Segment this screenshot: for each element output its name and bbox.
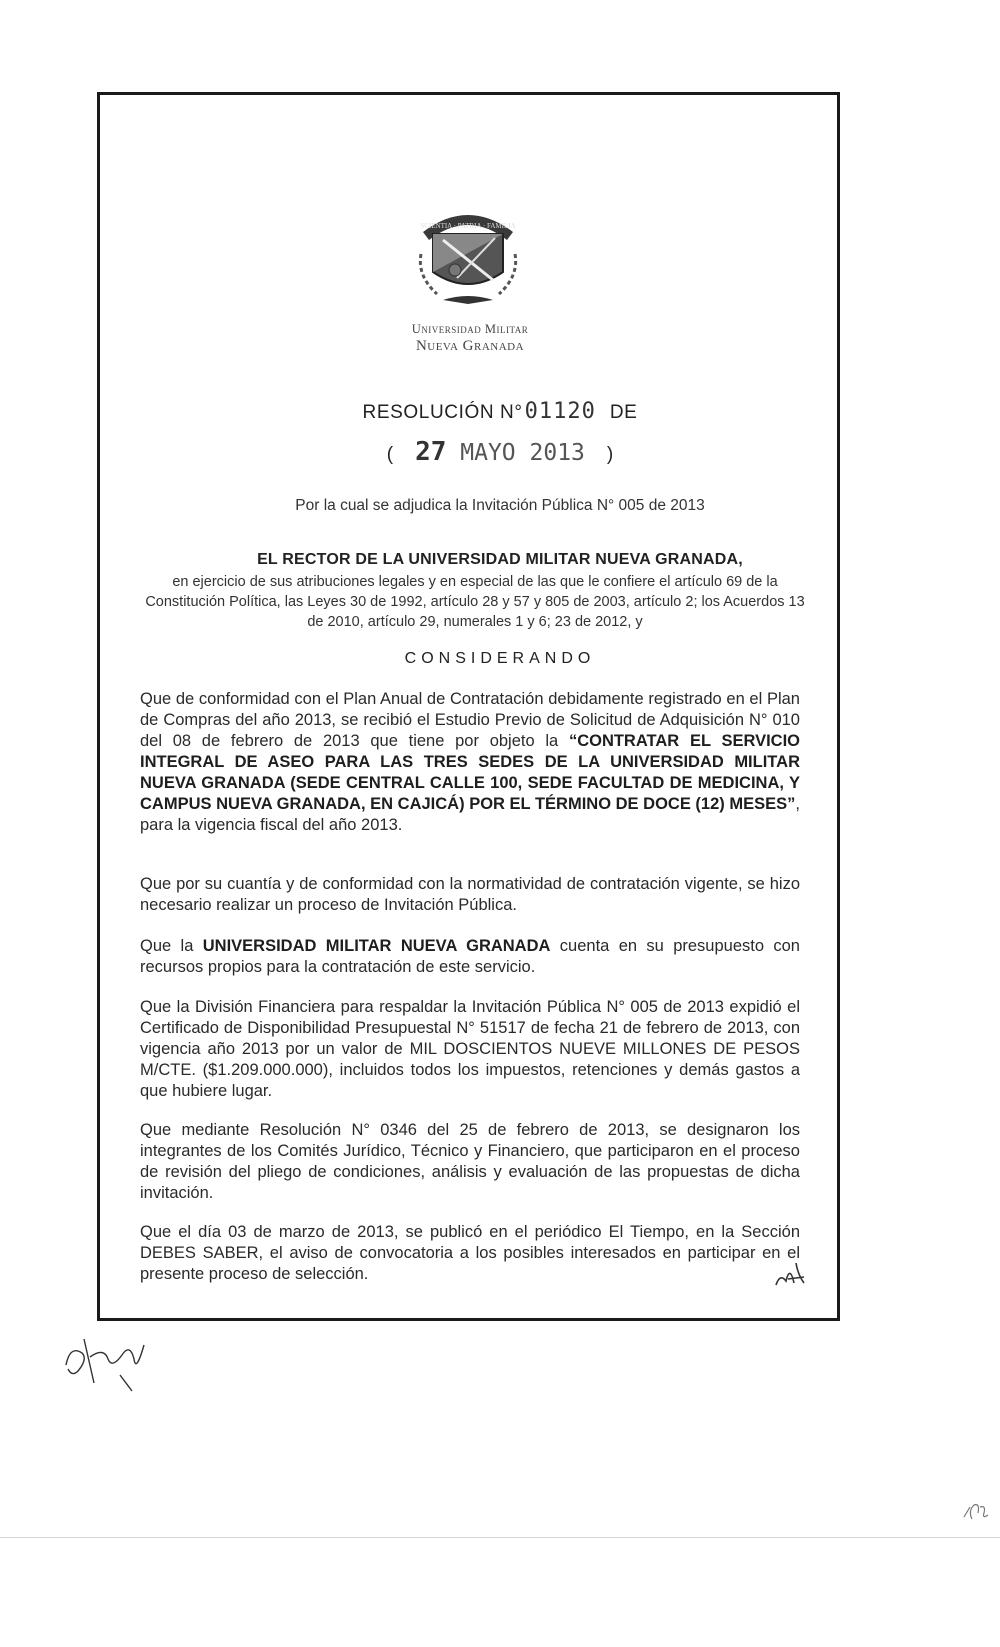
paragraph-publicacion: Que el día 03 de marzo de 2013, se publicó en el periódico El Tiempo, en la Sección DEBES SABER, el aviso de convocatoria a los posibles interesados en participar en el presente proceso de selección.	[140, 1223, 800, 1283]
university-name-line2: Nueva Granada	[415, 338, 525, 354]
resolution-header	[0, 399, 1000, 424]
considerando-heading: CONSIDERANDO	[404, 650, 596, 667]
date-close-paren: )	[606, 444, 614, 465]
p1-object-bold: “CONTRATAR EL SERVICIO INTEGRAL DE ASEO PARA LAS TRES SEDES DE LA UNIVERSIDAD MILITAR NUEVA GRANADA (SEDE CENTRAL CALLE 100, SEDE FACULTAD DE MEDICINA, Y CAMPUS NUEVA GRANADA, EN CAJICÁ) POR EL TÉRMINO DE DOCE (12) MESES”	[140, 732, 801, 813]
handwritten-signature	[60, 1325, 150, 1395]
resolution-label: RESOLUCIÓN N°	[362, 402, 523, 423]
handwritten-page-number	[960, 1495, 990, 1525]
paragraph-plan-anual	[140, 689, 800, 836]
paragraph-division-financiera: Que la División Financiera para respaldar la Invitación Pública N° 005 de 2013 expidió el Certificado de Disponibilidad Presupuestal N° 51517 de fecha 21 de febrero de 2013, con vigencia año 2013 por un valor de MIL DOSCIENTOS NUEVE MILLONES DE PESOS M/CTE. ($1.209.000.000), incluidos todos los impuestos, retenciones y demás gastos a que hubiere lugar.	[140, 998, 800, 1100]
date-open-paren: (	[386, 444, 394, 465]
paragraph-cuantia: Que por su cuantía y de conformidad con la normatividad de contratación vigente, se hizo necesario realizar un proceso de Invitación Pública.	[140, 875, 800, 914]
paragraph-presupuesto	[140, 936, 800, 978]
p3-text-end: cuenta en su presupuesto con recursos propios para la contratación de este servicio.	[140, 937, 800, 976]
rector-heading: EL RECTOR DE LA UNIVERSIDAD MILITAR NUEVA GRANADA,	[257, 551, 743, 568]
crest-motto: SCIENTIA · PATRIA · FAMILIA	[420, 222, 516, 230]
resolution-number-stamp: 01120	[524, 399, 596, 424]
p1-text: Que de conformidad con el Plan Anual de Contratación debidamente registrado en el Plan de Compras del año 2013, se recibió el Estudio Previo de Solicitud de Adquisición N° 010 del 08 de febrero de 2013 que tiene por objeto la	[140, 690, 800, 750]
p1-text-end: , para la vigencia fiscal del año 2013.	[140, 795, 800, 834]
p3-university-bold: UNIVERSIDAD MILITAR NUEVA GRANADA	[202, 937, 551, 955]
university-crest-logo	[403, 204, 533, 314]
date-stamp	[415, 437, 585, 467]
p3-text: Que la	[140, 937, 203, 955]
paragraph-comites: Que mediante Resolución N° 0346 del 25 de febrero de 2013, se designaron los integrantes de los Comités Jurídico, Técnico y Financiero, que participaron en el proceso de revisión del pliego de condiciones, análisis y evaluación de las propuestas de dicha invitación.	[140, 1121, 800, 1202]
university-name-line1: Universidad Militar	[411, 322, 529, 336]
legal-powers-text: en ejercicio de sus atribuciones legales y en especial de las que le confiere el artículo 69 de la Constitución Política, las Leyes 30 de 1992, artículo 28 y 57 y 805 de 2003, artículo 2; los Acuerdos 13 de 2010, artículo 29, numerales 1 y 6; 23 de 2012, y	[145, 574, 805, 630]
resolution-subtitle: Por la cual se adjudica la Invitación Pública N° 005 de 2013	[295, 497, 705, 514]
handwritten-initial-mark	[770, 1255, 810, 1290]
page-bottom-divider	[0, 1537, 1000, 1538]
resolution-de: DE	[609, 402, 638, 423]
date-month-year: MAYO 2013	[460, 440, 585, 466]
date-day: 27	[415, 437, 447, 467]
resolution-date	[0, 437, 1000, 467]
